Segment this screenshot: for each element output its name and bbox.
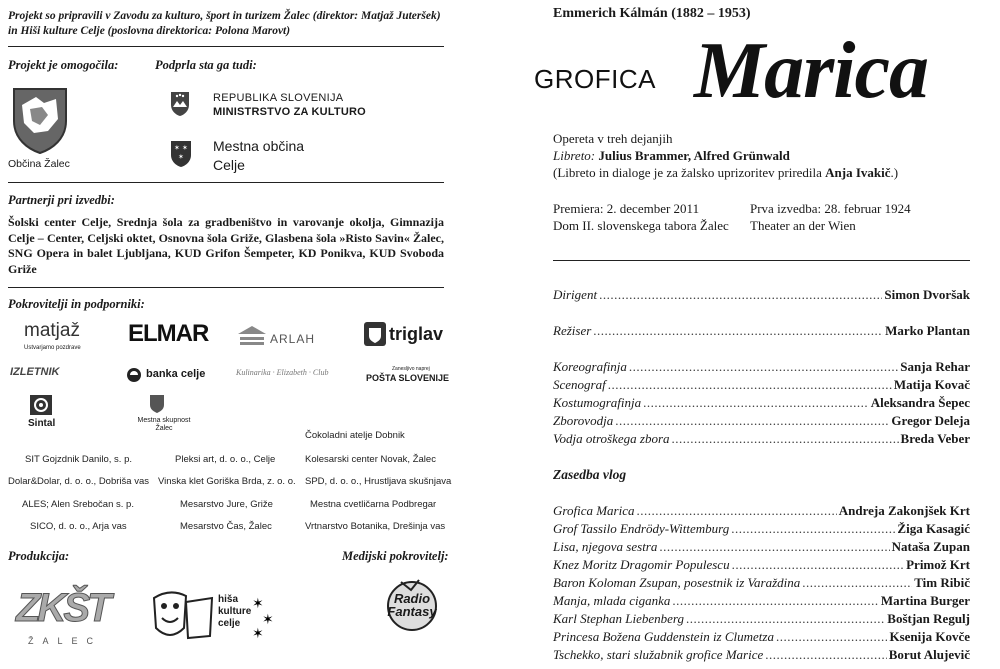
intro-text: Projekt so pripravili v Zavodu za kulturo, šport in turizem Žalec (direktor: Matjaž Juteršek) in Hiši kulture Celje (poslovna direktorica: Polona Marovt) (8, 10, 441, 37)
svg-text:✶: ✶ (252, 596, 264, 612)
svg-text:✶: ✶ (262, 612, 274, 628)
sponsor-item: SIT Gojzdnik Danilo, s. p. (25, 454, 133, 465)
supported-heading: Podprla sta ga tudi: (155, 58, 257, 72)
sponsor-item: Vinska klet Goriška Brda, z. o. o. (158, 476, 296, 487)
partners-text: Šolski center Celje, Srednja šola za gradbeništvo in varovanje okolja, Gimnazija Celje – Center, Celjski oktet, Osnovna šola Griže, Glasbena šola »Risto Savin« Žalec, SNG Opera in balet Ljubljana, KUD Grifon Šempeter, KD Ponikva, KUD Svoboda Griže (8, 215, 444, 276)
cast-name: Ksenija Kovče (889, 629, 970, 644)
divider (8, 46, 444, 47)
credit-name: Marko Plantan (885, 323, 970, 338)
cast-role: Lisa (553, 539, 576, 554)
club-logo: Kulinarika · Elizabeth · Club (236, 368, 329, 377)
celje-line1: Mestna občina (213, 138, 305, 154)
banka-celje-icon (126, 367, 142, 387)
sponsor-item: Čokoladni atelje Dobnik (305, 430, 405, 441)
hisa-kulture-masks-icon (150, 588, 216, 648)
obcina-zalec-label: Občina Žalec (8, 158, 70, 170)
cast-desc: , njegova sestra (575, 539, 658, 554)
zkst-logo: ZKŠT (16, 586, 109, 630)
production-heading: Produkcija: (8, 549, 70, 563)
credit-name: Sanja Rehar (900, 359, 970, 374)
radio-fantasy-logo: Radio Fantasy (387, 591, 437, 619)
cast-row (553, 539, 970, 555)
first-performance-line2: Theater an der Wien (750, 218, 856, 233)
premiere-line1: Premiera: 2. december 2011 (553, 201, 700, 216)
arlah-logo-mark-icon (238, 324, 266, 350)
slovenia-coat-of-arms-icon (170, 91, 190, 121)
sponsor-item: Pleksi art, d. o. o., Celje (175, 454, 276, 465)
cast-role: Manja (553, 593, 587, 608)
triglav-logo: triglav (389, 324, 444, 344)
cast-row (553, 629, 970, 645)
celje-coat-of-arms-icon (170, 140, 192, 172)
credit-name: Simon Dvoršak (884, 287, 970, 302)
cast-desc: , stari služabnik grofice Marice (600, 647, 764, 662)
cast-role: Grof Tassilo Endrödy-Wittemburg (553, 521, 730, 536)
mestna-skupnost-crest-icon (149, 394, 165, 418)
sponsor-item: SICO, d. o. o., Arja vas (30, 521, 127, 532)
credit-role: Režiser (553, 323, 592, 338)
credit-role: Koreografinja (553, 359, 627, 374)
cast-row (553, 557, 970, 573)
sponsor-item: ALES; Alen Srebočan s. p. (22, 499, 134, 510)
divider (8, 287, 444, 288)
credit-row (553, 431, 970, 447)
adaptation-name: Anja Ivakič (825, 165, 891, 180)
posta-logo: POŠTA SLOVENIJE (366, 373, 450, 383)
composer: Emmerich Kálmán (1882 – 1953) (553, 6, 751, 21)
libretto-label: Libreto: (553, 148, 596, 163)
cast-row (553, 611, 970, 627)
matjaz-tagline: Ustvarjamo pozdrave (24, 345, 81, 351)
cast-role: Baron Koloman Zsupan (553, 575, 678, 590)
sponsor-item: Mesarstvo Čas, Žalec (180, 521, 272, 532)
first-performance-line1: Prva izvedba: 28. februar 1924 (750, 201, 911, 216)
cast-row (553, 503, 970, 519)
credit-row (553, 287, 970, 303)
sponsor-item: SPD, d. o. o., Hrustljava skušnjava (305, 476, 452, 487)
izletnik-logo: IZLETNIK (10, 366, 60, 378)
sponsor-item: Dolar&Dolar, d. o. o., Dobriša vas (8, 476, 149, 487)
partners-heading: Partnerji pri izvedbi: (8, 193, 115, 207)
cast-name: Boštjan Regulj (887, 611, 970, 626)
mestna-skupnost-label: Mestna skupnost Žalec (137, 417, 191, 432)
adaptation-line (553, 165, 898, 181)
premiere-line2: Dom II. slovenskega tabora Žalec (553, 218, 729, 233)
credit-row (553, 323, 970, 339)
credit-row (553, 359, 970, 375)
hisa-kulture-logo: hiša kulture celje (218, 594, 252, 629)
adaptation-suffix: .) (890, 165, 899, 180)
divider (8, 182, 444, 183)
credit-role: Zborovodja (553, 413, 614, 428)
zkst-sub: ŽALEC (28, 636, 103, 646)
cast-heading: Zasedba vlog (553, 467, 627, 482)
matjaz-logo: matjaž (24, 320, 80, 341)
cast-role: Grofica Marica (553, 503, 635, 518)
cast-role: Princesa Božena Guddenstein iz Clumetza (553, 629, 774, 644)
adaptation-prefix: (Libreto in dialoge je za žalsko uprizoritev priredila (553, 165, 826, 180)
credit-row (553, 413, 970, 429)
cast-row (553, 593, 970, 609)
sponsors-heading: Pokrovitelji in podporniki: (8, 297, 145, 311)
sponsor-item: Kolesarski center Novak, Žalec (305, 454, 436, 465)
subtitle: Opereta v treh dejanjih (553, 131, 673, 146)
elmar-logo: ELMAR (128, 320, 209, 347)
cast-name: Primož Krt (906, 557, 970, 572)
triglav-logo-icon (364, 322, 386, 350)
sintal-logo-icon (30, 395, 52, 419)
title-marica: Marica (694, 27, 928, 115)
cast-name: Martina Burger (880, 593, 970, 608)
svg-text:✶: ✶ (178, 153, 184, 161)
credit-row (553, 395, 970, 411)
sponsor-item: Mestna cvetličarna Podbregar (310, 499, 437, 510)
sintal-logo: Sintal (28, 418, 56, 429)
cast-row (553, 521, 970, 537)
credit-name: Gregor Deleja (891, 413, 970, 428)
cast-name: Nataša Zupan (891, 539, 970, 554)
cast-role: Knez Moritz Dragomir Populescu (553, 557, 730, 572)
cast-desc: , posestnik iz Varaždina (677, 575, 801, 590)
ministry-line1: REPUBLIKA SLOVENIJA (213, 92, 344, 104)
credit-role: Kostumografinja (553, 395, 642, 410)
cast-name: Andreja Zakonjšek Krt (838, 503, 970, 518)
libretto-line (553, 148, 790, 164)
cast-row (553, 647, 970, 663)
svg-text:✶: ✶ (174, 144, 180, 152)
cast-name: Borut Alujevič (888, 647, 970, 662)
svg-text:✶: ✶ (182, 144, 188, 152)
media-heading: Medijski pokrovitelj: (342, 549, 449, 563)
cast-row (553, 575, 970, 591)
credit-role: Dirigent (553, 287, 598, 302)
divider (553, 260, 970, 261)
cast-name: Tim Ribič (914, 575, 970, 590)
credit-name: Breda Veber (900, 431, 970, 446)
celje-line2: Celje (213, 157, 245, 173)
credit-name: Aleksandra Šepec (870, 395, 970, 410)
title-grofica: GROFICA (534, 64, 656, 94)
obcina-zalec-crest-icon (10, 85, 70, 159)
arlah-logo: ARLAH (270, 332, 316, 346)
banka-celje-logo: banka celje (146, 368, 206, 380)
cast-role: Karl Stephan Liebenberg (553, 611, 684, 626)
credit-role: Vodja otroškega zbora (553, 431, 670, 446)
credit-name: Matija Kovač (893, 377, 970, 392)
stars-icon (250, 594, 280, 644)
credit-row (553, 377, 970, 393)
cast-name: Žiga Kasagić (897, 521, 970, 536)
credit-role: Scenograf (553, 377, 606, 392)
enabled-heading: Projekt je omogočila: (8, 58, 119, 72)
cast-desc: , mlada ciganka (586, 593, 671, 608)
cast-role: Tschekko (553, 647, 601, 662)
sponsor-item: Mesarstvo Jure, Griže (180, 499, 273, 510)
svg-text:✶: ✶ (252, 626, 264, 640)
libretto-names: Julius Brammer, Alfred Grünwald (598, 148, 790, 163)
ministry-line2: MINISTRSTVO ZA KULTURO (213, 106, 366, 118)
sponsor-item: Vrtnarstvo Botanika, Drešinja vas (305, 521, 446, 532)
posta-tagline: Zanesljivo naprej (392, 366, 430, 372)
